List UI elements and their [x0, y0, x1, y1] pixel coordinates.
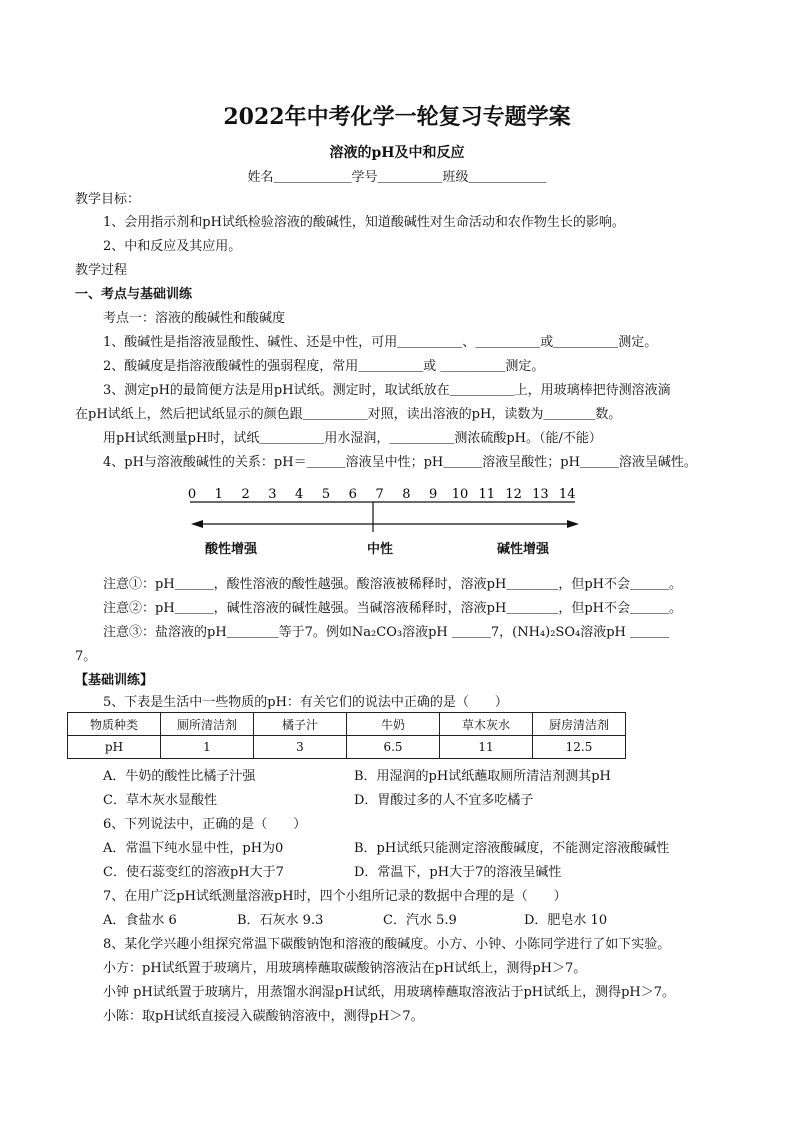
ph-tick-label: 11	[478, 487, 496, 502]
ph-tick-label: 0	[187, 487, 197, 502]
goal-1: 1、会用指示剂和pH试纸检验溶液的酸碱性，知道酸碱性对生命活动和农作物生长的影响。	[103, 215, 625, 230]
q5-option-d: D．胃酸过多的人不宜多吃橘子	[354, 793, 534, 808]
ph-tick-label: 9	[429, 487, 438, 502]
point-1: 考点一：溶液的酸碱性和酸碱度	[103, 311, 286, 326]
question-8: 8、某化学兴趣小组探究常温下碳酸钠饱和溶液的酸碱度。小方、小钟、小陈同学进行了如下实验。	[103, 937, 671, 952]
question-7: 7、在用广泛pH试纸测量溶液pH时，四个小组所记录的数据中合理的是（ ）	[103, 889, 567, 904]
para-3-line-1: 3、测定pH的最简便方法是用pH试纸。测定时，取试纸放在＿＿＿＿＿上，用玻璃棒把待测溶液滴	[103, 383, 671, 398]
table-header-cell: 橘子汁	[254, 713, 347, 736]
q7-option-c: C．汽水 5.9	[383, 913, 457, 928]
ph-tick-label: 4	[295, 487, 304, 502]
ph-tick-label: 10	[451, 487, 469, 502]
ph-tick-label: 8	[402, 487, 411, 502]
goal-2: 2、中和反应及其应用。	[103, 239, 242, 254]
question-5: 5、下表是生活中一些物质的pH：有关它们的说法中正确的是（ ）	[103, 695, 508, 710]
process-heading: 教学过程	[75, 263, 128, 278]
q6-option-d: D．常温下，pH大于7的溶液呈碱性	[354, 865, 562, 880]
table-cell: 6.5	[347, 736, 440, 759]
para-4: 4、pH与溶液酸碱性的关系：pH＝＿＿＿溶液呈中性；pH＿＿＿溶液呈酸性；pH＿＿＿溶液呈碱性。	[103, 455, 697, 470]
neutral-label: 中性	[367, 542, 394, 557]
student-info-line: 姓名＿＿＿＿＿＿学号＿＿＿＿＿班级＿＿＿＿＿＿	[247, 170, 547, 185]
q6-option-b: B．pH试纸只能测定溶液酸碱度，不能测定溶液酸碱性	[354, 841, 670, 856]
q8-xiaofang: 小方：pH试纸置于玻璃片，用玻璃棒蘸取碳酸钠溶液沾在pH试纸上，测得pH＞7。	[103, 961, 587, 976]
right-arrowhead-icon	[567, 520, 579, 528]
q7-option-d: D．肥皂水 10	[524, 913, 608, 928]
para-3-line-3: 用pH试纸测量pH时，试纸＿＿＿＿＿用水湿润，＿＿＿＿＿测浓硫酸pH。（能/不能）	[103, 431, 602, 446]
question-6: 6、下列说法中，正确的是（ ）	[103, 817, 307, 832]
ph-tick-label: 1	[214, 487, 223, 502]
q6-option-a: A．常温下纯水显中性，pH为0	[103, 841, 284, 856]
table-header-cell: 厕所清洁剂	[161, 713, 254, 736]
q7-option-b: B．石灰水 9.3	[237, 913, 324, 928]
section-1-heading: 一、考点与基础训练	[75, 287, 193, 302]
table-cell: 1	[161, 736, 254, 759]
q6-option-c: C．使石蕊变红的溶液pH大于7	[103, 865, 284, 880]
table-row	[68, 736, 626, 759]
q8-xiaochen: 小陈：取pH试纸直接浸入碳酸钠溶液中，测得pH＞7。	[103, 1009, 424, 1024]
table-header-cell: 牛奶	[347, 713, 440, 736]
table-header-cell: 草木灰水	[440, 713, 533, 736]
ph-tick-label: 13	[532, 487, 549, 502]
ph-tick-label: 7	[375, 487, 384, 502]
ph-scale	[185, 484, 585, 534]
acid-stronger-label: 酸性增强	[205, 542, 258, 557]
base-stronger-label: 碱性增强	[497, 542, 550, 557]
goals-heading: 教学目标：	[75, 192, 141, 207]
para-1: 1、酸碱性是指溶液显酸性、碱性、还是中性，可用＿＿＿＿＿、＿＿＿＿＿或＿＿＿＿＿测定。	[103, 335, 658, 350]
ph-tick-label: 5	[321, 487, 331, 502]
q7-option-a: A．食盐水 6	[103, 913, 177, 928]
note-3-line-1: 注意③：盐溶液的pH＿＿＿＿等于7。例如Na₂CO₃溶液pH ＿＿＿7，(NH₄)₂SO₄溶液pH ＿＿＿	[103, 625, 669, 640]
ph-table	[67, 712, 626, 759]
q5-option-c: C．草木灰水显酸性	[103, 793, 217, 808]
table-header-cell: 厨房清洁剂	[533, 713, 626, 736]
left-arrowhead-icon	[191, 520, 203, 528]
ph-tick-label: 14	[558, 487, 576, 502]
table-cell: 11	[440, 736, 533, 759]
ph-scale-tick-labels	[188, 487, 576, 502]
table-cell: 12.5	[533, 736, 626, 759]
table-header-cell: 物质种类	[68, 713, 161, 736]
ph-tick-label: 6	[348, 487, 357, 502]
ph-tick-label: 12	[505, 487, 522, 502]
basic-training-heading: 【基础训练】	[75, 673, 154, 688]
page-title: 2022年中考化学一轮复习专题学案	[223, 104, 571, 130]
page-subtitle: 溶液的pH及中和反应	[329, 145, 465, 161]
note-3-line-2: 7。	[75, 649, 97, 664]
para-2: 2、酸碱度是指溶液酸碱性的强弱程度，常用＿＿＿＿＿或 ＿＿＿＿＿测定。	[103, 359, 545, 374]
table-header-row	[68, 713, 626, 736]
q5-option-a: A．牛奶的酸性比橘子汁强	[103, 769, 256, 784]
q8-xiaozhong: 小钟 pH试纸置于玻璃片，用蒸馏水润湿pH试纸，用玻璃棒蘸取溶液沾于pH试纸上，测得pH＞7。	[103, 985, 676, 1000]
ph-tick-label: 2	[241, 487, 250, 502]
ph-tick-label: 3	[268, 487, 277, 502]
note-1: 注意①：pH＿＿＿，酸性溶液的酸性越强。酸溶液被稀释时，溶液pH＿＿＿＿，但pH不会＿＿＿。	[103, 577, 682, 592]
table-cell: pH	[68, 736, 161, 759]
para-3-line-2: 在pH试纸上，然后把试纸显示的颜色跟＿＿＿＿＿对照，读出溶液的pH，读数为＿＿＿＿数。	[75, 407, 622, 422]
q5-option-b: B．用湿润的pH试纸蘸取厕所清洁剂测其pH	[354, 769, 611, 784]
table-cell: 3	[254, 736, 347, 759]
note-2: 注意②：pH＿＿＿，碱性溶液的碱性越强。当碱溶液稀释时，溶液pH＿＿＿＿，但pH不会＿＿＿。	[103, 601, 682, 616]
